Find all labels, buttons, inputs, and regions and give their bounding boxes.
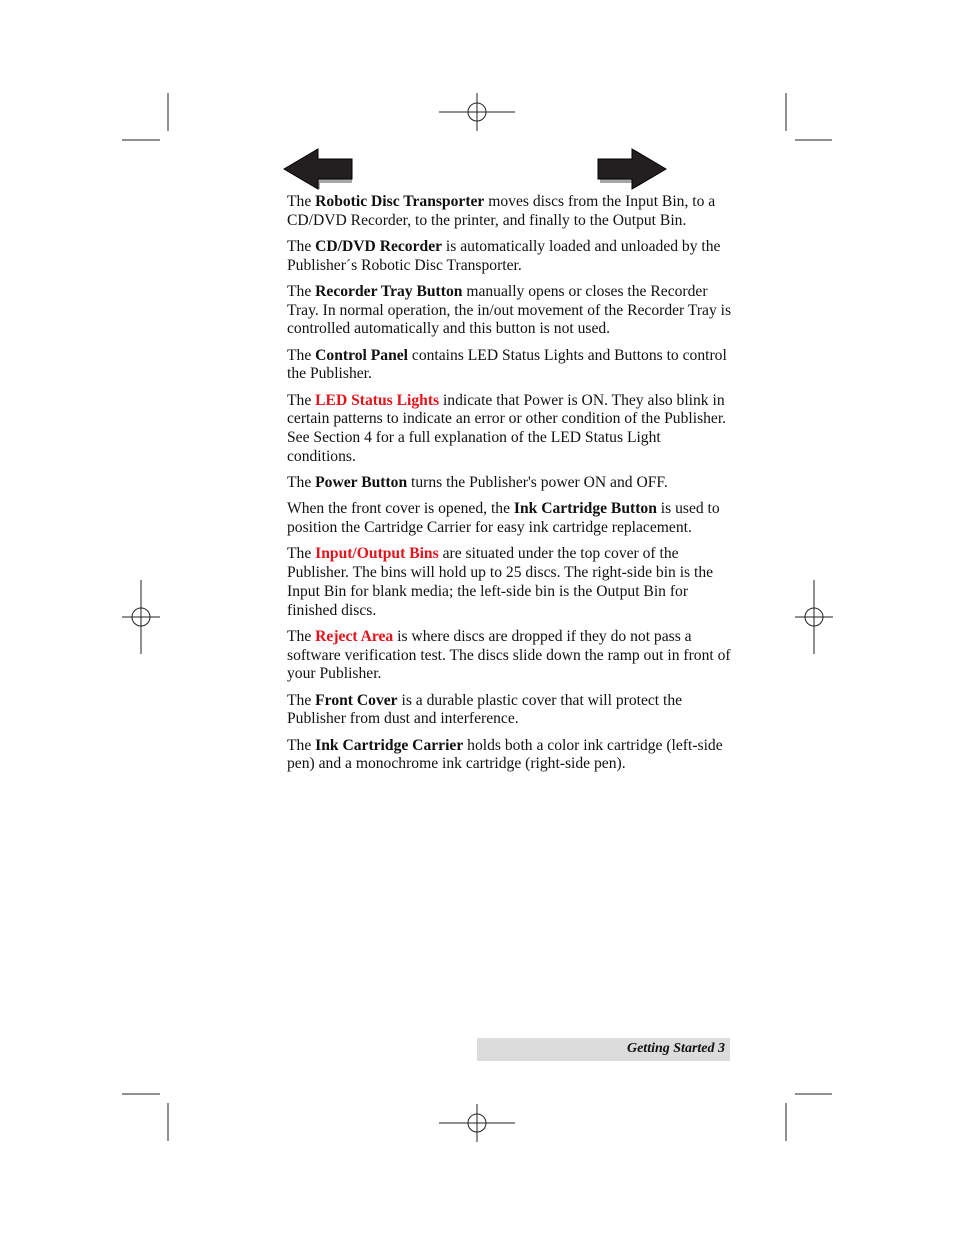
text-run: manually opens or closes the Recorder Tray. In normal operation, the in/out movement of the Recorder Tray is controlled automatically and this button is not used.	[287, 283, 732, 338]
paragraph	[287, 193, 732, 230]
paragraph	[287, 737, 732, 774]
text-run: The	[287, 627, 316, 645]
page-footer-label: Getting Started 3	[626, 1041, 725, 1056]
text-run: are situated under the top cover of the Publisher. The bins will hold up to 25 discs. The right-side bin is the Input Bin for blank media; the left-side bin is the Output Bin for finished discs.	[287, 545, 714, 619]
text-run: contains LED Status Lights and Buttons to control the Publisher.	[287, 346, 727, 383]
text-run: is a durable plastic cover that will protect the Publisher from dust and interference.	[287, 691, 683, 728]
text-run: The	[287, 193, 316, 210]
right-arrow-icon[interactable]	[596, 147, 668, 191]
text-run: The	[287, 283, 316, 300]
footer-bar	[477, 1038, 730, 1061]
paragraph	[287, 474, 732, 493]
text-run: is where discs are dropped if they do not pass a software verification test. The discs slide down the ramp out in front of your Publisher.	[287, 627, 731, 683]
paragraph	[287, 545, 732, 620]
text-run: The	[287, 545, 316, 563]
paragraph	[287, 392, 732, 467]
text-run: The	[287, 474, 316, 492]
text-run: is automatically loaded and unloaded by the Publisher´s Robotic Disc Transporter.	[287, 238, 721, 274]
body-text	[287, 193, 732, 782]
term-bold: Front Cover	[315, 691, 398, 709]
term-bold: Ink Cartridge Button	[513, 500, 657, 518]
paragraph	[287, 628, 732, 684]
text-run: is used to position the Cartridge Carrier for easy ink cartridge replacement.	[287, 500, 720, 537]
left-arrow-icon[interactable]	[282, 147, 354, 191]
text-run: holds both a color ink cartridge (left-side pen) and a monochrome ink cartridge (right-side pen).	[287, 736, 723, 773]
cross-reference-link[interactable]: Reject Area	[315, 627, 394, 645]
text-run: moves discs from the Input Bin, to a CD/DVD Recorder, to the printer, and finally to the Output Bin.	[287, 193, 716, 229]
text-run: The	[287, 736, 316, 754]
text-run: When the front cover is opened, the	[287, 500, 514, 518]
paragraph	[287, 283, 732, 339]
paragraph	[287, 692, 732, 729]
paragraph	[287, 238, 732, 275]
text-run: The	[287, 691, 316, 709]
paragraph	[287, 347, 732, 384]
term-bold: Power Button	[315, 474, 408, 492]
term-bold: Control Panel	[315, 346, 408, 364]
text-run: The	[287, 346, 316, 364]
cross-reference-link[interactable]: Input/Output Bins	[315, 545, 439, 563]
text-run: turns the Publisher's power ON and OFF.	[407, 474, 668, 492]
cross-reference-link[interactable]: LED Status Lights	[315, 391, 440, 409]
term-bold: Recorder Tray Button	[315, 283, 463, 300]
text-run: indicate that Power is ON. They also blink in certain patterns to indicate an error or other condition of the Publisher. See Section 4 for a full explanation of the LED Status Light conditions.	[287, 391, 727, 465]
paragraph	[287, 500, 732, 537]
text-run: The	[287, 238, 316, 255]
term-bold: Ink Cartridge Carrier	[315, 736, 464, 754]
term-bold: Robotic Disc Transporter	[315, 193, 485, 210]
term-bold: CD/DVD Recorder	[315, 238, 443, 255]
text-run: The	[287, 391, 316, 409]
